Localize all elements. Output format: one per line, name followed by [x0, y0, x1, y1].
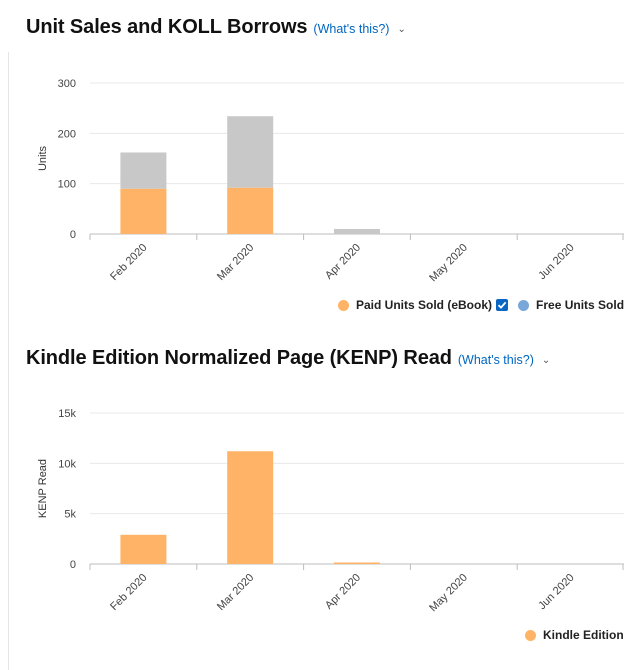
x-tick-label: Jun 2020 [536, 241, 577, 283]
y-tick-label: 0 [69, 229, 76, 241]
x-tick-label: May 2020 [427, 241, 470, 285]
x-tick-label: Apr 2020 [323, 241, 364, 282]
y-tick-label: 5k [64, 508, 76, 521]
y-tick-label: 10k [58, 458, 76, 471]
kenp-read-chart [0, 400, 624, 620]
sales-section-title: Unit Sales and KOLL Borrows [26, 16, 308, 38]
x-tick-label: Feb 2020 [108, 571, 150, 613]
unit-sales-chart [0, 70, 624, 290]
legend-kindle-label: Kindle Edition [543, 628, 624, 642]
y-axis-title: Units [37, 145, 49, 172]
bar-kindle-edition[interactable] [120, 535, 166, 564]
y-axis-title: KENP Read [37, 458, 49, 519]
x-tick-label: May 2020 [427, 571, 470, 615]
kenp-section-title: Kindle Edition Normalized Page (KENP) Read [26, 347, 452, 369]
y-tick-label: 100 [57, 178, 76, 191]
legend-kindle-edition[interactable] [525, 628, 624, 642]
bar-kindle-edition[interactable] [334, 562, 380, 564]
legend-paid-label: Paid Units Sold (eBook) [356, 298, 493, 312]
bar-free-units-sold[interactable] [227, 116, 273, 187]
bar-free-units-sold[interactable] [334, 229, 380, 234]
bar-free-units-sold[interactable] [120, 152, 166, 188]
kenp-chevron-down-icon[interactable]: ⌄ [541, 355, 551, 366]
sales-section-header [26, 16, 406, 39]
bar-kindle-edition[interactable] [227, 451, 273, 564]
y-tick-label: 0 [69, 559, 76, 571]
y-tick-label: 15k [58, 408, 76, 420]
x-tick-label: Apr 2020 [323, 571, 364, 612]
free-dot-icon [518, 300, 529, 311]
x-tick-label: Mar 2020 [214, 241, 257, 283]
legend-free-label: Free Units Sold [536, 298, 624, 312]
y-tick-label: 200 [57, 128, 76, 141]
y-tick-label: 300 [57, 78, 76, 90]
paid-units-checkbox[interactable] [496, 299, 508, 311]
sales-whats-this-link[interactable]: (What's this?) [313, 22, 390, 36]
legend-free-units[interactable] [518, 298, 624, 312]
paid-dot-icon [338, 300, 349, 311]
bar-paid-units-sold-ebook-[interactable] [227, 188, 273, 234]
x-tick-label: Jun 2020 [536, 571, 577, 613]
kenp-section-header [26, 347, 550, 370]
legend-paid-units[interactable] [338, 298, 492, 312]
sales-legend [338, 298, 624, 312]
x-tick-label: Mar 2020 [214, 571, 257, 613]
bar-paid-units-sold-ebook-[interactable] [120, 189, 166, 234]
x-tick-label: Feb 2020 [108, 241, 150, 283]
sales-chevron-down-icon[interactable]: ⌄ [397, 24, 406, 35]
kenp-whats-this-link[interactable]: (What's this?) [457, 353, 534, 367]
kindle-dot-icon [525, 630, 536, 641]
kenp-legend [525, 628, 624, 642]
